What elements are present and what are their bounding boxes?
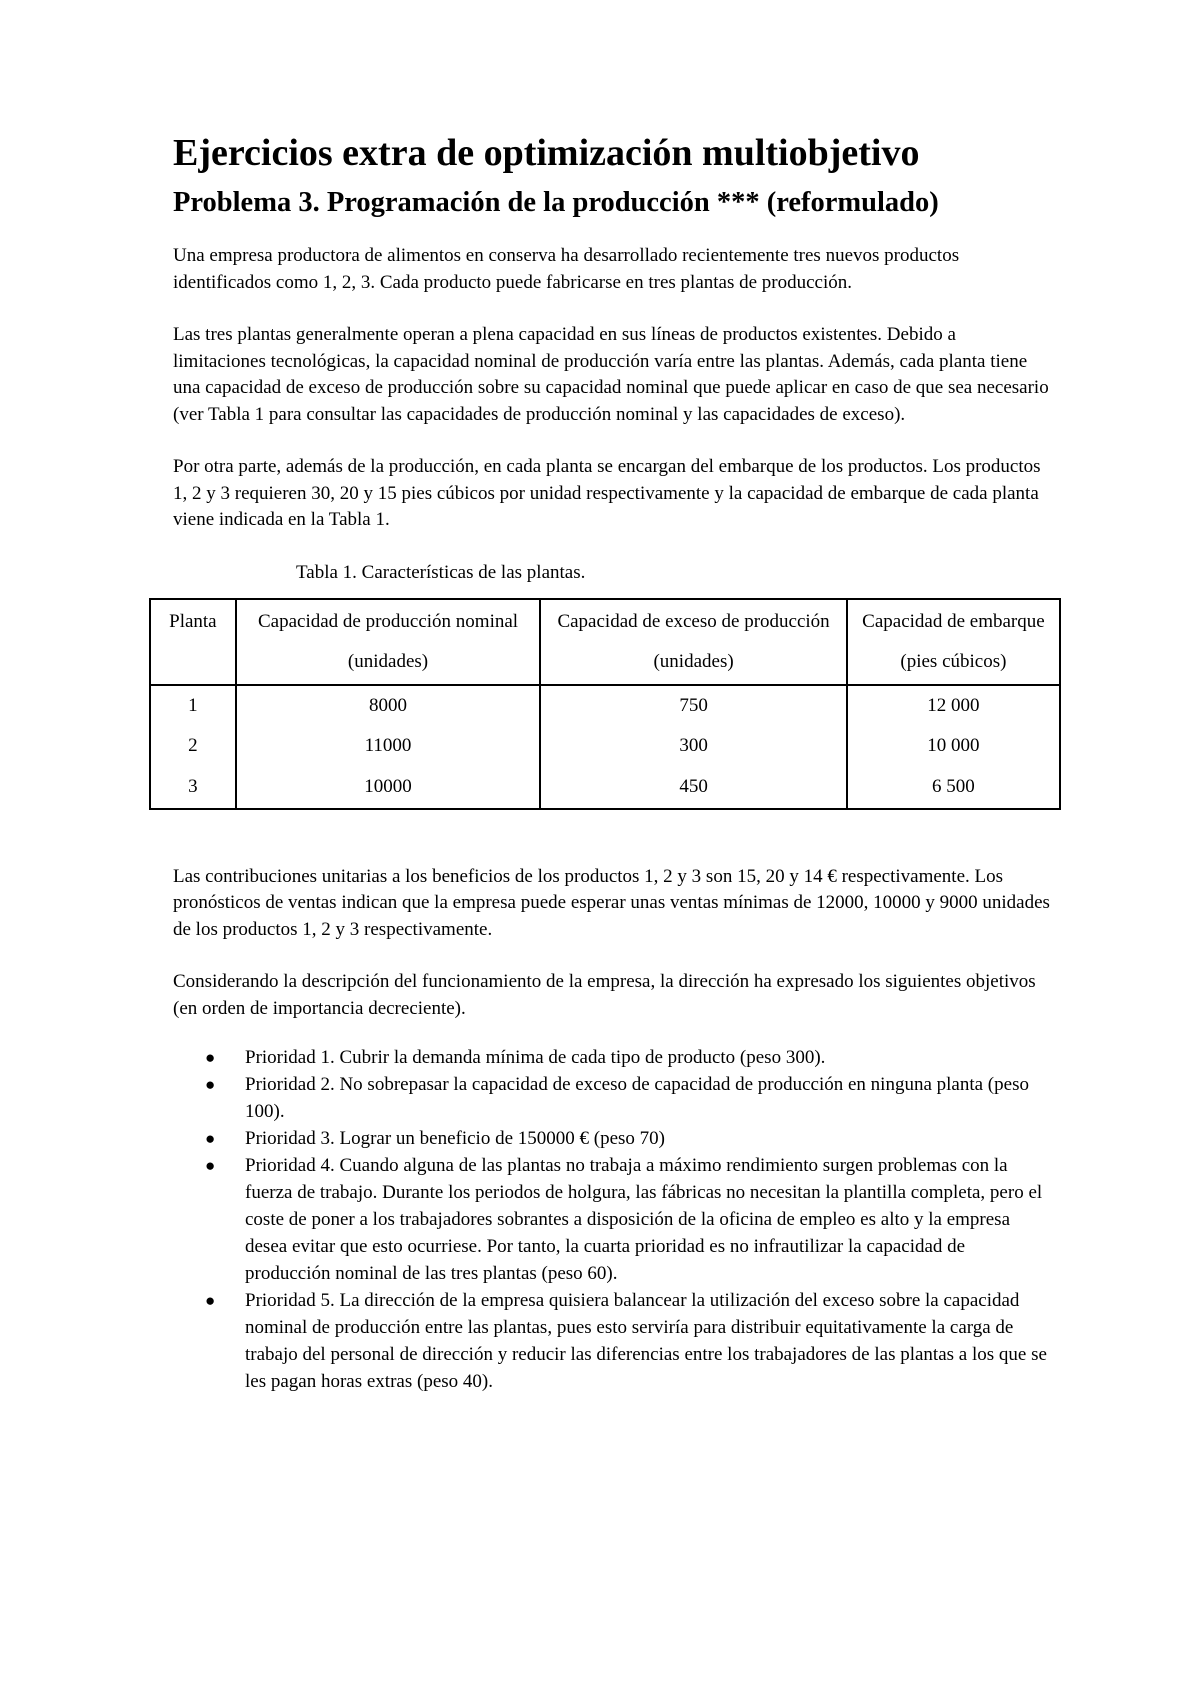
table-header-row (150, 599, 1060, 685)
header-unit: (unidades) (347, 650, 429, 672)
list-item (205, 1125, 1053, 1152)
list-item-text: Prioridad 4. Cuando alguna de las plantas no trabaja a máximo rendimiento surgen problemas con la fuerza de trabajo. Durante los periodos de holgura, las fábricas no necesitan la plantilla completa, pero el coste de poner a los trabajadores sobrantes a disposición de la oficina de empleo es alto y la empresa desea evitar que esto ocurriese. Por tanto, la cuarta prioridad es no infrautilizar la capacidad de producción nominal de las tres plantas (peso 60). (245, 1155, 1043, 1284)
list-item (205, 1152, 1053, 1287)
paragraph-shipping: Por otra parte, además de la producción, en cada planta se encargan del embarque de los productos. Los productos 1, 2 y 3 requieren 30, 20 y 15 pies cúbicos por unidad respectivamente y la capacidad de embarque de cada planta viene indicada en la Tabla 1. (173, 456, 1041, 530)
bullet-icon: ● (205, 1291, 216, 1310)
header-line: Capacidad de embarque (862, 610, 1045, 632)
paragraph-intro: Una empresa productora de alimentos en conserva ha desarrollado recientemente tres nuevos productos identificados como 1, 2, 3. Cada producto puede fabricarse en tres plantas de producción. (173, 245, 960, 293)
table-cell: 3 (150, 766, 236, 809)
priority-list (173, 1044, 1053, 1395)
table-cell: 11000 (236, 726, 541, 766)
paragraph-capacity: Las tres plantas generalmente operan a plena capacidad en sus líneas de productos existentes. Debido a limitaciones tecnológicas, la capacidad nominal de producción varía entre las plantas. Además, cada planta tiene una capacidad de exceso de producción sobre su capacidad nominal que puede aplicar en caso de que sea necesario (ver Tabla 1 para consultar las capacidades de producción nominal y las capacidades de exceso). (173, 324, 1049, 425)
header-unit: (pies cúbicos) (900, 650, 1007, 672)
paragraph-contributions: Las contribuciones unitarias a los beneficios de los productos 1, 2 y 3 son 15, 20 y 14 € respectivamente. Los pronósticos de ventas indican que la empresa puede esperar unas ventas mínimas de 12000, 10000 y 9000 unidades de los productos 1, 2 y 3 respectivamente. (173, 865, 1050, 940)
header-unit: (unidades) (653, 650, 734, 672)
header-cell-planta (150, 599, 236, 685)
bullet-icon: ● (205, 1129, 216, 1148)
problem-title: Problema 3. Programación de la producción *** (reformulado) (173, 187, 939, 218)
table-cell: 450 (540, 766, 847, 809)
list-item (205, 1287, 1053, 1395)
bullet-icon: ● (205, 1048, 216, 1067)
list-item-text: Prioridad 1. Cubrir la demanda mínima de cada tipo de producto (peso 300). (245, 1047, 826, 1068)
header-line: Planta (169, 610, 217, 632)
list-item-text: Prioridad 3. Lograr un beneficio de 150000 € (peso 70) (245, 1128, 666, 1149)
list-item-text: Prioridad 2. No sobrepasar la capacidad de exceso de capacidad de producción en ninguna planta (peso 100). (245, 1074, 1029, 1122)
table-cell: 10000 (236, 766, 541, 809)
document-page (169, 132, 1053, 1395)
table-cell: 12 000 (847, 685, 1060, 726)
table-cell: 2 (150, 726, 236, 766)
table-cell: 10 000 (847, 726, 1060, 766)
table-row (150, 685, 1060, 726)
bullet-icon: ● (205, 1156, 216, 1175)
table-cell: 1 (150, 685, 236, 726)
list-item-text: Prioridad 5. La dirección de la empresa quisiera balancear la utilización del exceso sobre la capacidad nominal de producción entre las plantas, pues esto serviría para distribuir equitativamente la carga de trabajo del personal de dirección y reducir las diferencias entre los trabajadores de las plantas a los que se les pagan horas extras (peso 40). (245, 1290, 1047, 1392)
plants-table (149, 598, 1061, 810)
bullet-icon: ● (205, 1075, 216, 1094)
table-cell: 300 (540, 726, 847, 766)
table-cell: 750 (540, 685, 847, 726)
header-cell-exceso (540, 599, 847, 685)
table-row (150, 766, 1060, 809)
document-title: Ejercicios extra de optimización multiobjetivo (173, 132, 920, 174)
table-caption: Tabla 1. Características de las plantas. (296, 561, 586, 583)
header-cell-nominal (236, 599, 541, 685)
header-cell-embarque (847, 599, 1060, 685)
list-item (205, 1044, 1053, 1071)
header-line: Capacidad de producción nominal (257, 610, 519, 632)
header-line: Capacidad de exceso de producción (557, 610, 830, 632)
paragraph-objectives: Considerando la descripción del funcionamiento de la empresa, la dirección ha expresado los siguientes objetivos (en orden de importancia decreciente). (173, 971, 1036, 1019)
table-row (150, 726, 1060, 766)
list-item (205, 1071, 1053, 1125)
table-cell: 8000 (236, 685, 541, 726)
table-cell: 6 500 (847, 766, 1060, 809)
